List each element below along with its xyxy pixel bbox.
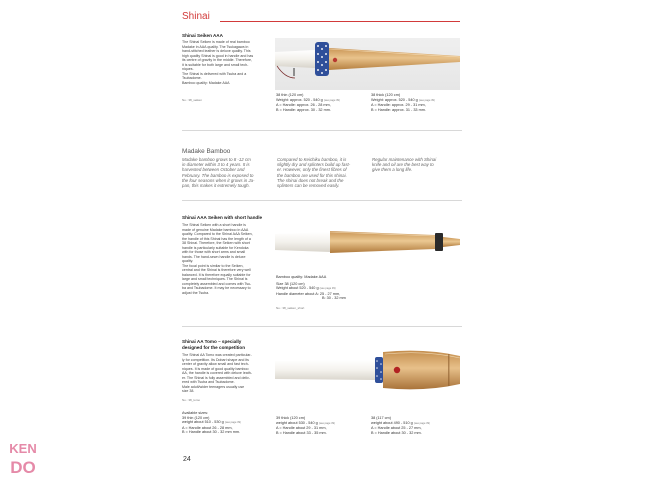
madake-line: splinters can be removed easily. [277,183,340,189]
desc-line: Bamboo quality: Madake AAA [182,80,230,85]
spec-line: 38 thin (120 cm) [276,93,304,97]
spec-text: weight about 510 - 530 g [182,420,224,425]
spec-line: Available sizes: [182,411,209,415]
spec-line: B = Handle: approx. 30 - 32 mm. [276,107,331,112]
spec-line: 38 thick (120 cm) [371,93,401,97]
desc-line: AA, the handle is covered with deluxe leath- [182,371,252,375]
aa-tomo-spec-38 [371,416,430,435]
seiken-aaa-item-number: No.: 38_seiken [182,98,203,102]
desc-line: The Shinai AA Tomo was created particular- [182,353,252,357]
aa-tomo-heading [182,339,245,351]
desc-line: completely assembled and comes with Tsu- [182,281,252,286]
spec-line: A = Handle: approx. 26 - 28 mm, [276,103,331,108]
desc-line: adjust the Tsuba. [182,290,210,295]
spec-line: B = Handle about 33 - 35 mm. [276,430,327,435]
desc-line: The Shinai is delivered with Tsuba and a [182,71,247,76]
section-divider [182,326,462,327]
desc-line: quality. [182,259,194,263]
shinai-seiken-short-image [275,222,460,262]
aa-tomo-item-number: No.: 38_tomo [182,398,201,402]
desc-line: center of gravity allow small and fast tech- [182,362,249,366]
spec-line: A = Handle about 26 - 28 mm, [182,425,233,430]
desc-line: size 38. [182,389,195,393]
spec-line: B = Handle: approx. 31 - 33 mm. [371,107,426,112]
desc-line: balanced. It is therefore equally suitable for [182,272,251,277]
spec-text: weight about 530 - 540 g [276,420,318,425]
desc-line: niques. It is made of good quality bamboo [182,366,249,371]
desc-line: Tsubadome. [182,76,202,80]
spec-line: Bamboo quality: Madake AAA [276,275,327,279]
madake-line: Regular maintenance with Shinai [372,157,437,162]
desc-line: Male adult/wider teenagers usually use [182,384,245,389]
seiken-short-heading: Shinai AAA Seiken with short handle [182,215,263,220]
desc-line: it is suitable for both large and small tech- [182,62,249,67]
shinai-aa-tomo-image [275,342,460,400]
spec-note: (see page 39) [224,421,241,425]
desc-line: large and small techniques. The Shinai is [182,277,248,281]
aa-tomo-description [182,353,272,394]
madake-line: the bamboo are used for this shinai. [277,172,347,178]
madake-line: knife and oil are the best way to [372,162,434,168]
desc-line: central and the Shinai is therefore very well [182,268,251,272]
heading-line: designed for the competition [182,345,246,350]
logo-text-top: KEN [9,441,37,456]
spec-note: (see page 39) [323,98,340,102]
spec-line [276,286,346,292]
spec-line: A = Handle about 25 - 27 mm, [371,426,422,431]
desc-line: The Shinai Seiken with a short handle is [182,223,246,227]
page-title: Shinai [182,11,210,22]
spec-line: B = Handle about 30 - 32 mm mm. [182,430,241,435]
madake-line: er. However, only the finest fibres of [277,167,347,173]
spec-note: (see page 39) [413,421,430,425]
seiken-short-description [182,223,272,295]
seiken-aaa-spec-thin [276,93,340,112]
heading-line: Shinai AA Tomo – specially [182,339,242,344]
desc-line: with for those with short arms and small [182,250,246,254]
seiken-aaa-heading: Shinai Seiken AAA [182,33,223,38]
seiken-short-item-number: No.: 38_seiken_short [276,306,305,310]
desc-line: its centre of gravity in the middle. Therefore, [182,58,253,62]
page-number: 24 [183,456,191,463]
spec-line: B: 30 - 32 mm [322,296,346,301]
madake-line: harvested between October and [182,167,245,173]
desc-line: ered with Tsuba and Tsubadome. [182,380,235,384]
aa-tomo-spec-39-thin [182,411,241,435]
section-divider [182,200,462,201]
logo-text-bottom: DO [10,458,36,477]
desc-line: ba and Tsubadome. It may be necessary to [182,286,251,290]
madake-heading: Madake Bamboo [182,148,231,155]
madake-line: slightly dry and splinters build up fast- [277,162,351,168]
spec-line: Handle diameter about A: 25 - 27 mm, [276,291,341,296]
desc-line: high quality Shinai is good in handle and has [182,53,254,58]
spec-note: (see page 39) [318,421,335,425]
seiken-short-specs [276,275,346,301]
desc-line: handle is particularly suitable for Kendoka [182,245,249,250]
spec-text: weight about 490 - 510 g [371,420,413,425]
desc-line: the handle of this Shinai has the length of a [182,236,251,241]
spec-text: Weight: approx. 520 - 540 g [371,97,418,102]
madake-column-1 [182,157,272,188]
desc-line: niques. [182,67,194,71]
desc-line: The focal point is similar to the Seiken, [182,263,244,268]
desc-line: 38 Shinai. Therefore, the Seiken with short [182,241,250,245]
madake-line: give them a long life. [372,167,413,173]
spec-line: Size 38 (120 cm) [276,281,305,286]
spec-line: A = Handle: approx. 29 - 31 mm, [371,103,426,108]
madake-line: Madake bamboo grows to 8 -12 cm [182,157,251,162]
desc-line: quality. Compared to the Shinai AAA Seiken, [182,232,253,236]
title-rule [220,21,460,22]
seiken-aaa-spec-thick [371,93,435,112]
madake-line: Compared to Keichiku bamboo, it is [277,157,347,162]
spec-text: Weight about 520 - 540 g [276,286,319,291]
spec-line: 39 thick (120 cm) [276,416,306,420]
spec-line: B = Handle about 30 - 32 mm. [371,430,422,435]
desc-line: The Shinai Seiken is made of real bamboo [182,40,250,44]
seiken-aaa-description [182,40,272,85]
madake-column-3 [372,157,462,173]
spec-note: (see page 39) [319,287,336,291]
desc-line: ly for competition. Its Dobari shape and its [182,357,249,362]
madake-line: in diameter within 3 to 4 years. It is [182,162,250,168]
spec-line [182,420,241,426]
desc-line: Madake in AAA quality. The Tsukagawa in [182,44,249,49]
desc-line: hand-stitched leather is deluxe quality. This [182,49,251,53]
madake-line: February. The bamboo is exposed to [182,172,254,178]
madake-line: pan, this makes it extremely tough. [182,183,250,189]
madake-line: The shinai does not break and the [277,177,344,183]
desc-line: hands. The hand-sewn handle is deluxe [182,254,246,259]
kendo-logo [8,437,38,481]
spec-line: 38 (117 cm) [371,416,391,420]
spec-note: (see page 39) [418,98,435,102]
madake-column-2 [277,157,367,188]
spec-text: Weight: approx. 520 - 540 g [276,97,323,102]
desc-line: made of genuine Madake bamboo in AAA [182,227,249,232]
aa-tomo-spec-39-thick [276,416,335,435]
spec-line: 39 thin (120 cm) [182,415,210,420]
section-divider [182,130,462,131]
madake-line: the four seasons when it grows in Ja- [182,177,255,183]
desc-line: er. The Shinai is fully assembled and deliv- [182,375,251,380]
shinai-seiken-aaa-image [275,38,460,90]
spec-line: A = Handle about 29 - 31 mm, [276,426,327,431]
